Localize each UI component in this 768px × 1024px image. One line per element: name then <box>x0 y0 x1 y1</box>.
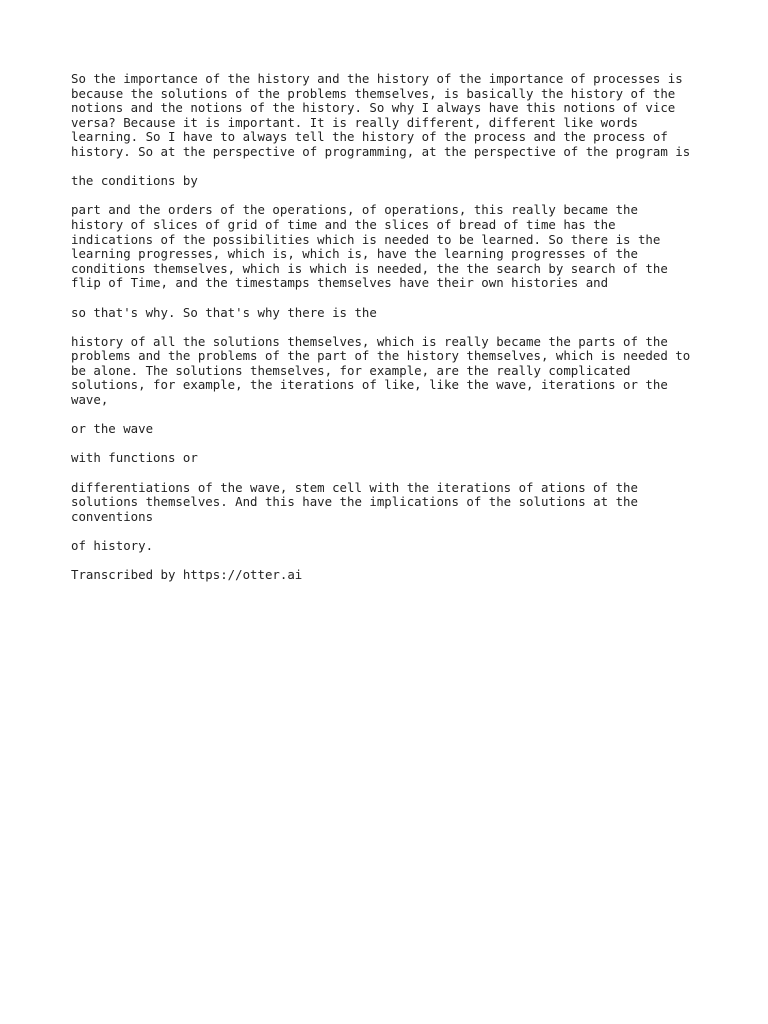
paragraph-9: of history. <box>71 538 154 553</box>
paragraph-6: or the wave <box>71 421 154 437</box>
paragraph-5: history of all the solutions themselves, which is really became the parts of the problems and the problems of the part of the history themselves, which is needed to be alone. The solutions themselves, for example, are the really complicated solutions, for example, the iterations of like, like the wave, iterations or the wave, <box>71 333 691 408</box>
paragraph-8: differentiations of the wave, stem cell with the iterations of ations of the solutions themselves. And this have the implications of the solutions at the conventions <box>71 479 638 524</box>
paragraph-7: with functions or <box>71 450 198 466</box>
transcription-credit: Transcribed by https://otter.ai <box>71 567 303 583</box>
paragraph-1: So the importance of the history and the history of the importance of processes is because the solutions of the problems themselves, is basically the history of the notions and the notions of the history. So why I always have this notions of vice versa? Because it is important. It is really different, different like words learning. So I have to always tell the history of the process and the process of history. So at the perspective of programming, at the perspective of the program is <box>71 71 691 159</box>
paragraph-3: part and the orders of the operations, of operations, this really became the history of slices of grid of time and the slices of bread of time has the indications of the possibilities which is needed to be learned. So there is the learning progresses, which is, which is, have the learning progresses of the conditions themselves, which is which is needed, the the search by search of the flip of Time, and the timestamps themselves have their own histories and <box>71 202 668 291</box>
transcript-page <box>71 72 711 597</box>
paragraph-2: the conditions by <box>71 173 198 189</box>
paragraph-4: so that's why. So that's why there is the <box>71 304 377 320</box>
